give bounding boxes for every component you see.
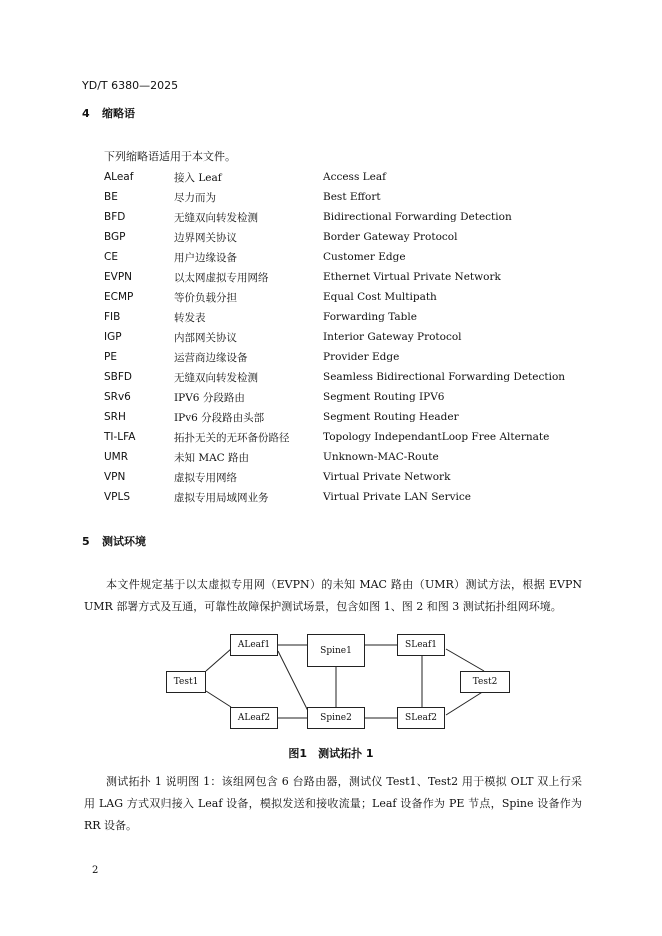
english-term: Ethernet Virtual Private Network bbox=[323, 271, 501, 283]
english-term: Border Gateway Protocol bbox=[323, 231, 458, 243]
link-sleaf2-test2 bbox=[446, 691, 484, 715]
node-aleaf1: ALeaf1 bbox=[230, 634, 278, 656]
abbreviation-row bbox=[104, 327, 565, 347]
abbreviation: CE bbox=[104, 251, 118, 263]
abbreviation: SRv6 bbox=[104, 391, 131, 403]
abbreviations-table bbox=[104, 167, 565, 507]
section-4-heading bbox=[82, 105, 135, 121]
english-term: Provider Edge bbox=[323, 351, 400, 363]
section-number: 5 bbox=[82, 535, 90, 548]
chinese-term: 用户边缘设备 bbox=[174, 251, 237, 264]
abbreviation-row bbox=[104, 307, 565, 327]
chinese-term: 边界网关协议 bbox=[174, 231, 237, 244]
english-term: Forwarding Table bbox=[323, 311, 417, 323]
abbreviation: PE bbox=[104, 351, 117, 363]
chinese-term: 转发表 bbox=[174, 311, 206, 324]
section-title: 缩略语 bbox=[102, 107, 135, 120]
node-test1: Test1 bbox=[166, 671, 206, 693]
abbreviation: BGP bbox=[104, 231, 126, 243]
abbreviation-row bbox=[104, 367, 565, 387]
topology-description-paragraph: 测试拓扑 1 说明图 1：该组网包含 6 台路由器，测试仪 Test1、Test2 用于模拟 OLT 双上行采用 LAG 方式双归接入 Leaf 设备，模拟发送和接收流量；Leaf 设备作为 PE 节点，Spine 设备作为 RR 设备。 bbox=[84, 775, 582, 832]
abbreviation-row bbox=[104, 267, 565, 287]
node-spine1: Spine1 bbox=[307, 634, 365, 667]
abbreviation-row bbox=[104, 427, 565, 447]
link-test1-aleaf1 bbox=[206, 649, 231, 671]
abbreviations-intro: 下列缩略语适用于本文件。 bbox=[104, 150, 236, 163]
abbreviation-row bbox=[104, 247, 565, 267]
node-sleaf2: SLeaf2 bbox=[397, 707, 445, 729]
section-title: 测试环境 bbox=[102, 535, 146, 548]
english-term: Equal Cost Multipath bbox=[323, 291, 437, 303]
node-test2: Test2 bbox=[460, 671, 510, 693]
chinese-term: 无缝双向转发检测 bbox=[174, 211, 258, 224]
abbreviation-row bbox=[104, 407, 565, 427]
english-term: Best Effort bbox=[323, 191, 381, 203]
link-sleaf1-test2 bbox=[446, 649, 484, 671]
abbreviation-row bbox=[104, 347, 565, 367]
page-number: 2 bbox=[92, 865, 99, 876]
chinese-term: IPV6 分段路由 bbox=[174, 391, 245, 404]
english-term: Topology IndependantLoop Free Alternate bbox=[323, 431, 550, 443]
english-term: Virtual Private Network bbox=[323, 471, 451, 483]
abbreviation: BFD bbox=[104, 211, 126, 223]
node-sleaf1: SLeaf1 bbox=[397, 634, 445, 656]
test-environment-paragraph: 本文件规定基于以太虚拟专用网（EVPN）的未知 MAC 路由（UMR）测试方法，根据 EVPN UMR 部署方式及互通，可靠性故障保护测试场景，包含如图 1、图 2 和图 3 测试拓扑组网环境。 bbox=[84, 578, 582, 613]
chinese-term: 未知 MAC 路由 bbox=[174, 451, 250, 464]
abbreviation: UMR bbox=[104, 451, 129, 463]
section-5-heading bbox=[82, 533, 146, 549]
node-spine2: Spine2 bbox=[307, 707, 365, 729]
abbreviation: VPN bbox=[104, 471, 126, 483]
chinese-term: 以太网虚拟专用网络 bbox=[174, 271, 269, 284]
abbreviation-row bbox=[104, 467, 565, 487]
document-id: YD/T 6380—2025 bbox=[82, 79, 179, 92]
node-aleaf2: ALeaf2 bbox=[230, 707, 278, 729]
abbreviation: FIB bbox=[104, 311, 121, 323]
abbreviation-row bbox=[104, 387, 565, 407]
chinese-term: 拓扑无关的无环备份路径 bbox=[174, 431, 290, 444]
chinese-term: 虚拟专用网络 bbox=[174, 471, 237, 484]
english-term: Customer Edge bbox=[323, 251, 406, 263]
abbreviation-row bbox=[104, 227, 565, 247]
figure-caption: 图1 测试拓扑 1 bbox=[288, 747, 374, 760]
english-term: Segment Routing Header bbox=[323, 411, 459, 423]
abbreviation: SBFD bbox=[104, 371, 132, 383]
english-term: Seamless Bidirectional Forwarding Detection bbox=[323, 371, 566, 383]
abbreviation-row bbox=[104, 447, 565, 467]
abbreviation-row bbox=[104, 487, 565, 507]
abbreviation-row bbox=[104, 167, 565, 187]
chinese-term: 运营商边缘设备 bbox=[174, 351, 248, 364]
english-term: Segment Routing IPV6 bbox=[323, 391, 445, 403]
abbreviation-row bbox=[104, 287, 565, 307]
abbreviation: EVPN bbox=[104, 271, 133, 283]
abbreviation: TI-LFA bbox=[104, 431, 136, 443]
chinese-term: 无缝双向转发检测 bbox=[174, 371, 258, 384]
chinese-term: 等价负载分担 bbox=[174, 291, 237, 304]
chinese-term: IPv6 分段路由头部 bbox=[174, 411, 265, 424]
chinese-term: 尽力而为 bbox=[174, 191, 216, 204]
abbreviation: VPLS bbox=[104, 491, 131, 503]
abbreviation-row bbox=[104, 207, 565, 227]
abbreviation-row bbox=[104, 187, 565, 207]
topology-diagram bbox=[160, 627, 520, 737]
english-term: Unknown-MAC-Route bbox=[323, 451, 439, 463]
chinese-term: 接入 Leaf bbox=[174, 171, 222, 184]
abbreviation: SRH bbox=[104, 411, 126, 423]
chinese-term: 内部网关协议 bbox=[174, 331, 237, 344]
link-aleaf1-spine2 bbox=[278, 651, 308, 711]
english-term: Access Leaf bbox=[323, 171, 387, 183]
english-term: Bidirectional Forwarding Detection bbox=[323, 211, 512, 223]
section-number: 4 bbox=[82, 107, 90, 120]
link-test1-aleaf2 bbox=[206, 691, 231, 707]
english-term: Interior Gateway Protocol bbox=[323, 331, 462, 343]
abbreviation: BE bbox=[104, 191, 118, 203]
english-term: Virtual Private LAN Service bbox=[323, 491, 472, 503]
abbreviation: IGP bbox=[104, 331, 122, 343]
abbreviation: ALeaf bbox=[104, 171, 134, 183]
abbreviation: ECMP bbox=[104, 291, 134, 303]
chinese-term: 虚拟专用局域网业务 bbox=[174, 491, 269, 504]
